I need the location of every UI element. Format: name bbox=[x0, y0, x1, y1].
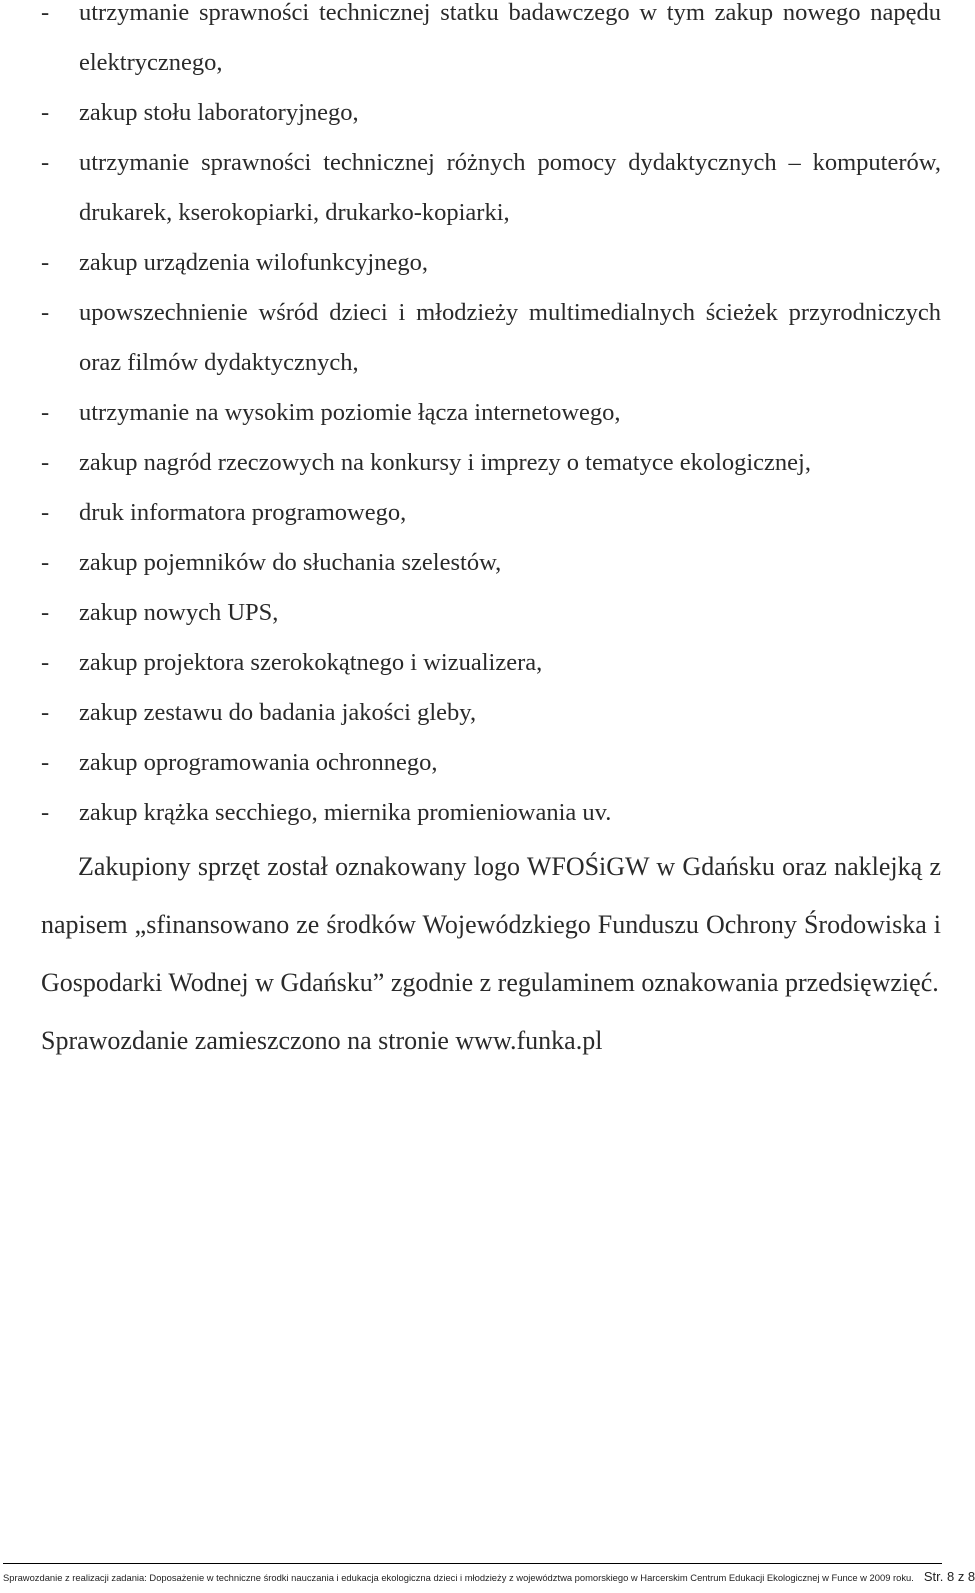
list-item-text: utrzymanie na wysokim poziomie łącza internetowego, bbox=[79, 399, 621, 426]
list-marker: - bbox=[41, 149, 50, 176]
footer-caption: Sprawozdanie z realizacji zadania: Doposażenie w techniczne środki nauczania i edukacja ekologiczna dzieci i młodzieży z województwa pomorskiego w Harcerskim Centrum Edukacji Ekologicznej w Funce w 2009 roku. bbox=[3, 1572, 914, 1583]
list-marker: - bbox=[41, 649, 50, 676]
list-item bbox=[41, 88, 941, 138]
list-item bbox=[41, 138, 941, 238]
list-marker: - bbox=[41, 99, 50, 126]
list-marker: - bbox=[41, 249, 50, 276]
list-item-text: zakup projektora szerokokątnego i wizualizera, bbox=[79, 649, 543, 676]
list-item-text: druk informatora programowego, bbox=[79, 499, 407, 526]
page-footer bbox=[3, 1563, 975, 1584]
list-item-text: zakup urządzenia wilofunkcyjnego, bbox=[79, 249, 428, 276]
list-item bbox=[41, 488, 941, 538]
list-marker: - bbox=[41, 0, 50, 26]
list-marker: - bbox=[41, 449, 50, 476]
list-marker: - bbox=[41, 399, 50, 426]
list-item bbox=[41, 638, 941, 688]
list-item-text: zakup oprogramowania ochronnego, bbox=[79, 749, 438, 776]
list-item-text: zakup nagród rzeczowych na konkursy i imprezy o tematyce ekologicznej, bbox=[79, 449, 811, 476]
list-item bbox=[41, 388, 941, 438]
list-marker: - bbox=[41, 549, 50, 576]
list-marker: - bbox=[41, 699, 50, 726]
list-item bbox=[41, 538, 941, 588]
list-item-text: utrzymanie sprawności technicznej różnych pomocy dydaktycznych – komputerów, drukarek, kserokopiarki, drukarko-kopiarki, bbox=[79, 149, 941, 226]
list-item bbox=[41, 588, 941, 638]
list-marker: - bbox=[41, 499, 50, 526]
list-item-text: zakup pojemników do słuchania szelestów, bbox=[79, 549, 502, 576]
list-item bbox=[41, 788, 941, 838]
list-marker: - bbox=[41, 749, 50, 776]
website-note: Sprawozdanie zamieszczono na stronie www.funka.pl bbox=[41, 1026, 603, 1055]
list-marker: - bbox=[41, 799, 50, 826]
list-marker: - bbox=[41, 599, 50, 626]
document-body bbox=[41, 0, 941, 1070]
list-item bbox=[41, 0, 941, 88]
page-number: Str. 8 z 8 bbox=[923, 1569, 975, 1584]
expense-list bbox=[41, 0, 941, 838]
list-item-text: zakup stołu laboratoryjnego, bbox=[79, 99, 359, 126]
list-item-text: upowszechnienie wśród dzieci i młodzieży multimedialnych ścieżek przyrodniczych oraz filmów dydaktycznych, bbox=[79, 299, 941, 376]
list-item bbox=[41, 288, 941, 388]
list-item bbox=[41, 688, 941, 738]
list-marker: - bbox=[41, 299, 50, 326]
branding-paragraph: Zakupiony sprzęt został oznakowany logo WFOŚiGW w Gdańsku oraz naklejką z napisem „sfinansowano ze środków Wojewódzkiego Funduszu Ochrony Środowiska i Gospodarki Wodnej w Gdańsku” zgodnie z regulaminem oznakowania przedsięwzięć. bbox=[41, 852, 941, 997]
list-item-text: zakup nowych UPS, bbox=[79, 599, 279, 626]
list-item-text: zakup krążka secchiego, miernika promieniowania uv. bbox=[79, 799, 612, 826]
list-item bbox=[41, 738, 941, 788]
list-item bbox=[41, 238, 941, 288]
list-item-text: zakup zestawu do badania jakości gleby, bbox=[79, 699, 477, 726]
list-item bbox=[41, 438, 941, 488]
list-item-text: utrzymanie sprawności technicznej statku badawczego w tym zakup nowego napędu elektrycznego, bbox=[79, 0, 941, 76]
